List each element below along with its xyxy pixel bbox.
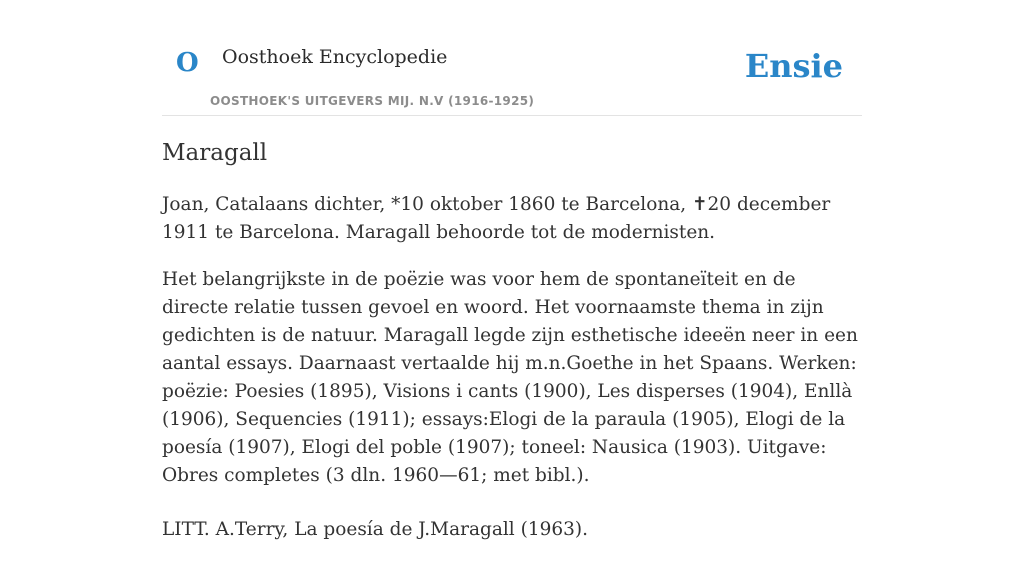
ensie-logo-link[interactable]: Ensie: [744, 47, 843, 85]
entry-paragraph: Het belangrijkste in de poëzie was voor hem de spontaneïteit en de directe relatie tussen gevoel en woord. Het voornaamste thema in zijn gedichten is de natuur. Maragall legde zijn esthetische ideeën neer in een aantal essays. Daarnaast vertaalde hij m.n.Goethe in het Spaans. Werken: poëzie: Poesies (1895), Visions i cants (1900), Les disperses (1904), Enllà (1906), Sequencies (1911); essays:Elogi de la paraula (1905), Elogi de la poesía (1907), Elogi del poble (1907); toneel: Nausica (1903). Uitgave: Obres completes (3 dln. 1960—61; met bibl.).: [162, 269, 858, 486]
entry-content: [162, 191, 862, 563]
entry-paragraph: Joan, Catalaans dichter, *10 oktober 1860 te Barcelona, ✝20 december 1911 te Barcelona. Maragall behoorde tot de modernisten.: [162, 194, 831, 243]
encyclopedia-logo-letter[interactable]: O: [176, 48, 199, 78]
book-title[interactable]: Oosthoek Encyclopedie: [222, 46, 448, 68]
literature-reference: LITT. A.Terry, La poesía de J.Maragall (1963).: [162, 519, 588, 540]
entry-title: Maragall: [162, 140, 268, 166]
publisher-label: OOSTHOEK'S UITGEVERS MIJ. N.V (1916-1925): [210, 94, 535, 108]
header: [162, 30, 862, 116]
